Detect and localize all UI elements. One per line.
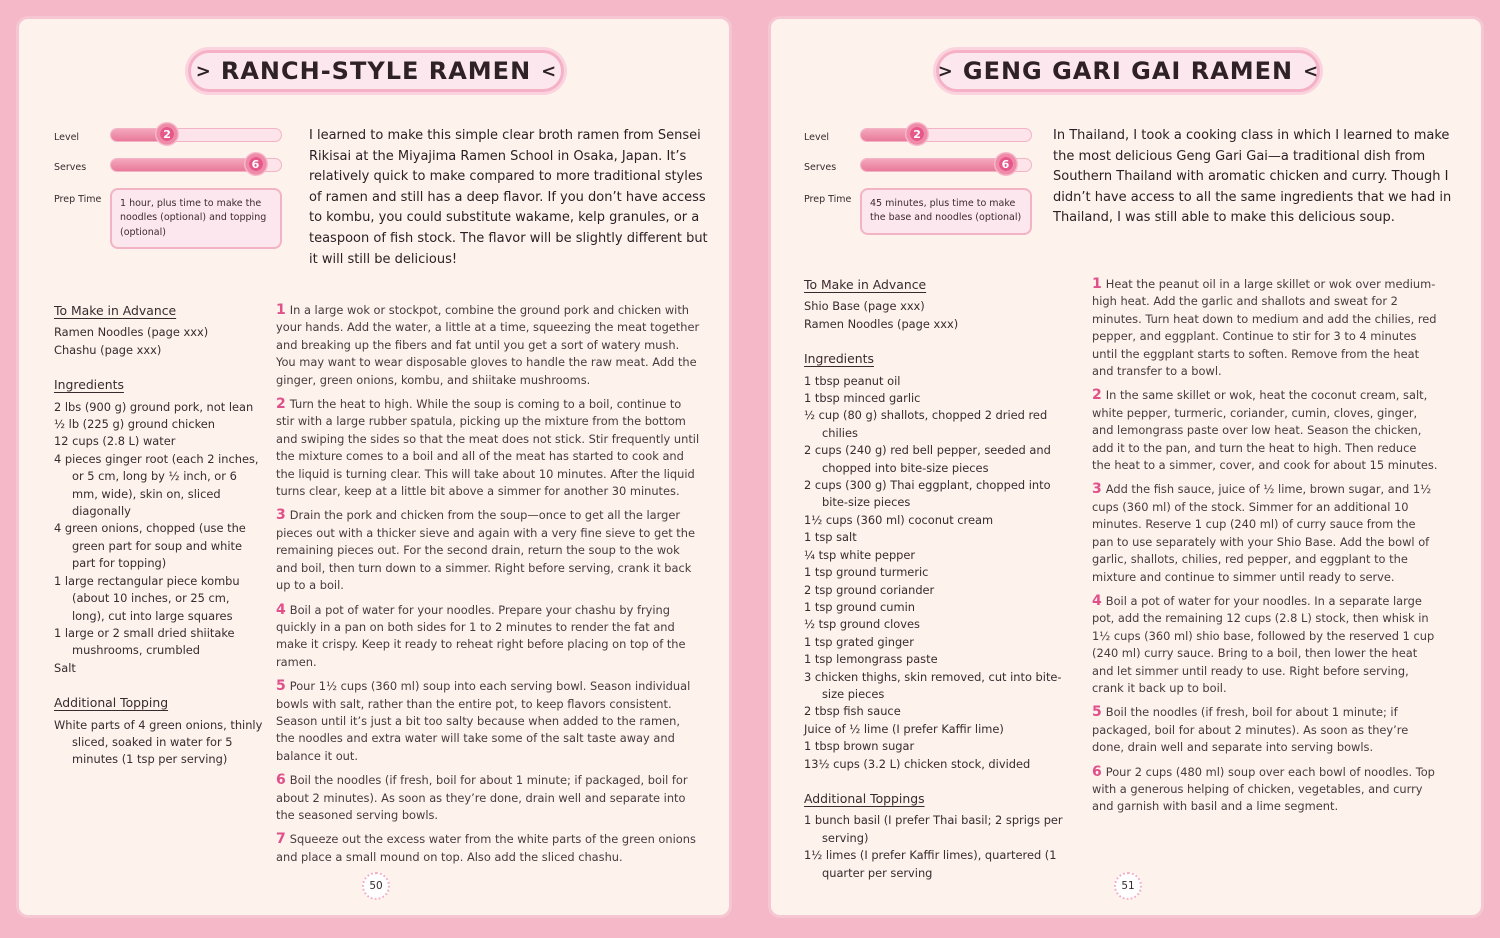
instruction-step [1092,704,1438,756]
step-number: 6 [1092,763,1102,780]
instruction-step [1092,387,1438,474]
instruction-step [276,507,700,594]
list-item: Ramen Noodles (page xxx) [804,316,959,331]
serves-row [804,154,1044,184]
step-number: 1 [276,302,286,318]
list-item: 1½ cups (360 ml) coconut cream [804,512,994,527]
list-item: White parts of 4 green onions, thinly sliced, soaked in water for 5 minutes (1 tsp per serving) [54,717,263,767]
ingredients-section [54,376,264,677]
deco-left: > [937,60,953,82]
step-number: 7 [276,831,286,848]
step-text: Boil the noodles (if fresh, boil for about 1 minute; if packaged, boil for about 2 minutes). As soon as they’re done, drain well and separate into serving bowls. [1092,705,1409,755]
list-item: Juice of ½ lime (I prefer Kaffir lime) [804,721,1004,736]
prep-time-value: 1 hour, plus time to make the noodles (optional) and topping (optional) [110,188,282,249]
instruction-step [1092,593,1438,697]
list-item: 1 tsp grated ginger [804,634,914,649]
step-number: 3 [1092,481,1102,498]
prep-time-label: Prep Time [54,194,102,205]
serves-flower-icon: 6 [994,152,1018,176]
list-item: 4 pieces ginger root (each 2 inches, or 5 cm, long by ½ inch, or 6 mm, wide), skin on, sliced diagonally [54,451,259,519]
topping-heading: Additional Toppings [804,790,925,806]
deco-right: < [541,60,557,82]
step-text: Pour 2 cups (480 ml) soup over each bowl of noodles. Top with a generous helping of chicken, vegetables, and curry and garnish with basil and a lime segment. [1092,764,1435,814]
list-item: 1 tsp lemongrass paste [804,652,938,667]
instruction-step [276,831,700,866]
serves-bar [110,158,282,172]
instruction-step [276,602,700,672]
list-item: 2 cups (300 g) Thai eggplant, chopped into bite-size pieces [804,478,1051,510]
level-row [804,124,1044,154]
ingredients-heading: Ingredients [804,351,874,367]
step-number: 2 [1092,387,1102,404]
list-item: ½ cup (80 g) shallots, chopped 2 dried red chilies [804,408,1048,440]
list-item: 1 large or 2 small dried shiitake mushrooms, crumbled [54,625,235,658]
serves-label: Serves [804,162,837,173]
list-item: 2 tbsp fish sauce [804,704,901,719]
deco-left: > [195,60,211,82]
step-number: 4 [276,601,286,618]
advance-heading: To Make in Advance [54,303,177,318]
step-text: Heat the peanut oil in a large skillet or wok over medium-high heat. Add the garlic and shallots and sweat for 2 minutes. Turn heat down to medium and add the chilies, red pepper, and eggplant. Continue to stir for 3 to 4 minutes until the eggplant starts to soften. Remove from the heat and transfer to a bowl. [1092,277,1437,379]
list-item: 2 tsp ground coriander [804,582,935,597]
list-item: ½ tsp ground cloves [804,617,920,632]
recipe-title: GENG GARI GAI RAMEN [962,57,1294,85]
right-page [770,18,1482,916]
instruction-step [1092,276,1438,380]
ingredients-heading: Ingredients [54,377,124,393]
step-number: 5 [1092,704,1102,721]
page-number: 50 [362,872,390,900]
step-number: 6 [276,772,286,789]
advance-heading: To Make in Advance [804,277,927,292]
serves-label: Serves [54,162,87,173]
list-item: 4 green onions, chopped (use the green part for soup and white part for topping) [54,521,246,571]
steps-column [276,302,700,873]
prep-time-value: 45 minutes, plus time to make the base and noodles (optional) [860,188,1032,235]
list-item: 1 tbsp minced garlic [804,391,921,406]
list-item: 1 bunch basil (I prefer Thai basil; 2 sprigs per serving) [804,813,1063,845]
list-item: 12 cups (2.8 L) water [54,434,176,449]
step-text: Pour 1½ cups (360 ml) soup into each serving bowl. Season individual bowls with salt, rather than the entire pot, to keep flavors consistent. Season until it’s just a bit too salty because when added to the ramen, the noodles and extra water will take some of the salt taste away and balance it out. [276,679,691,763]
prep-time-label: Prep Time [804,194,852,205]
list-item: 1 tbsp peanut oil [804,373,901,388]
instruction-step [276,772,700,824]
list-item: 1 tsp ground turmeric [804,565,929,580]
ingredients-column [54,302,264,786]
instruction-step [276,396,700,500]
step-text: Turn the heat to high. While the soup is coming to a boil, continue to stir with a large rubber spatula, picking up the mixture from the bottom and swiping the sides so that the meat does not stick. Stir frequently until the mixture comes to a boil and all of the meat has started to cook and the liquid is turning clear. This will take about 10 minutes. After the liquid turns clear, keep at a little bit above a simmer for another 30 minutes. [276,397,700,499]
step-text: Drain the pork and chicken from the soup—once to get all the larger pieces out with a thicker sieve and again with a very fine sieve to get the remaining pieces out. For the second drain, return the soup to the wok and boil, then turn down to a simmer. Right before serving, crank it back up to a boil. [276,508,695,593]
recipe-title-banner [188,50,564,92]
left-page [18,18,730,916]
prep-time-row [54,188,294,258]
step-number: 1 [1092,276,1102,292]
recipe-stats [804,124,1044,258]
list-item: 1 tsp salt [804,530,857,545]
list-item: Shio Base (page xxx) [804,299,925,314]
list-item: ½ lb (225 g) ground chicken [54,417,216,432]
list-item: Salt [54,660,76,675]
serves-flower-icon: 6 [244,152,268,176]
topping-heading: Additional Topping [54,695,169,711]
deco-right: < [1303,60,1319,82]
prep-time-row [804,188,1044,258]
level-label: Level [54,132,80,143]
serves-row [54,154,294,184]
ingredients-section [804,350,1076,773]
step-text: Boil a pot of water for your noodles. In a separate large pot, add the remaining 12 cups (2.8 L) stock, then whisk in 1½ cups (360 ml) shio base, followed by the reserved 1 cup (240 ml) curry sauce. Bring to a boil, then lower the heat and let simmer until ready to use. Right before serving, crank it back up to boil. [1092,593,1435,695]
level-flower-icon: 2 [905,122,929,146]
steps-column [1092,276,1438,823]
list-item: ¼ tsp white pepper [804,547,916,562]
step-number: 3 [276,507,286,524]
step-text: Add the fish sauce, juice of ½ lime, brown sugar, and 1½ cups (360 ml) of the stock. Simmer for an additional 10 minutes. Reserve 1 cup (240 ml) of curry sauce from the pan to use separately with your Shio Base. Add the bowl of garlic, shallots, chilies, red pepper, and eggplant to the mixture and continue to simmer until ready to serve. [1092,482,1432,584]
page-number: 51 [1114,872,1142,900]
ingredients-column [804,276,1076,899]
advance-section [54,302,264,359]
step-text: Squeeze out the excess water from the white parts of the green onions and place a small mound on top. Also add the sliced chashu. [276,832,696,864]
instruction-step [276,678,700,765]
topping-section [804,790,1076,882]
step-number: 4 [1092,592,1102,609]
instruction-step [1092,764,1438,816]
list-item: 1 tsp ground cumin [804,599,916,614]
topping-section [54,694,264,769]
recipe-title-banner [936,50,1320,92]
step-text: In a large wok or stockpot, combine the ground pork and chicken with your hands. Add the water, a little at a time, squeezing the meat together and breaking up the fibers and fat until you get a sort of watery mush. You may want to wear disposable gloves to handle the raw meat. Add the ginger, green onions, kombu, and shiitake mushrooms. [276,303,700,387]
recipe-stats [54,124,294,258]
list-item: Chashu (page xxx) [54,342,162,357]
list-item: 2 cups (240 g) red bell pepper, seeded and chopped into bite-size pieces [804,443,1051,475]
list-item: 2 lbs (900 g) ground pork, not lean [54,399,254,414]
step-text: In the same skillet or wok, heat the coconut cream, salt, white pepper, turmeric, coriander, cumin, cloves, ginger, and lemongrass paste over low heat. Season the chicken, add it to the pan, and turn the heat to high. Then reduce the heat to a simmer, cover, and cook for about 15 minutes. [1092,388,1438,473]
advance-section [804,276,1076,333]
instruction-step [276,302,700,389]
step-number: 5 [276,678,286,695]
level-bar [110,128,282,142]
list-item: 1 large rectangular piece kombu (about 10 inches, or 25 cm, long), cut into large squares [54,573,240,623]
instruction-step [1092,481,1438,585]
serves-bar [860,158,1032,172]
list-item: 1 tbsp brown sugar [804,739,915,754]
step-text: Boil the noodles (if fresh, boil for about 1 minute; if packaged, boil for about 2 minutes). As soon as they’re done, drain well and separate into the seasoned serving bowls. [276,773,688,822]
recipe-intro: In Thailand, I took a cooking class in which I learned to make the most delicious Geng Gari Gai—a traditional dish from Southern Thailand with aromatic chicken and curry. Though I didn’t have access to all the same ingredients that we had in Thailand, I was still able to make this delicious soup. [1053,128,1452,226]
step-text: Boil a pot of water for your noodles. Prepare your chashu by frying quickly in a pan on both sides for 1 to 2 minutes to render the fat and make it crispy. Keep it ready to reheat right before placing on top of the ramen. [276,602,686,669]
list-item: 13½ cups (3.2 L) chicken stock, divided [804,756,1031,771]
recipe-intro: I learned to make this simple clear broth ramen from Sensei Rikisai at the Miyajima Ramen School in Osaka, Japan. It’s relatively quick to make compared to more traditional styles of ramen and still has a deep flavor. If you don’t have access to kombu, you could substitute wakame, kelp granules, or a teaspoon of fish stock. The flavor will be slightly different but it will still be delicious! [309,128,708,267]
level-label: Level [804,132,830,143]
level-bar [860,128,1032,142]
level-flower-icon: 2 [155,122,179,146]
step-number: 2 [276,396,286,413]
list-item: 3 chicken thighs, skin removed, cut into bite-size pieces [804,669,1062,701]
level-row [54,124,294,154]
list-item: 1½ limes (I prefer Kaffir limes), quartered (1 quarter per serving [804,848,1057,880]
list-item: Ramen Noodles (page xxx) [54,325,209,340]
recipe-title: RANCH-STYLE RAMEN [220,57,532,85]
